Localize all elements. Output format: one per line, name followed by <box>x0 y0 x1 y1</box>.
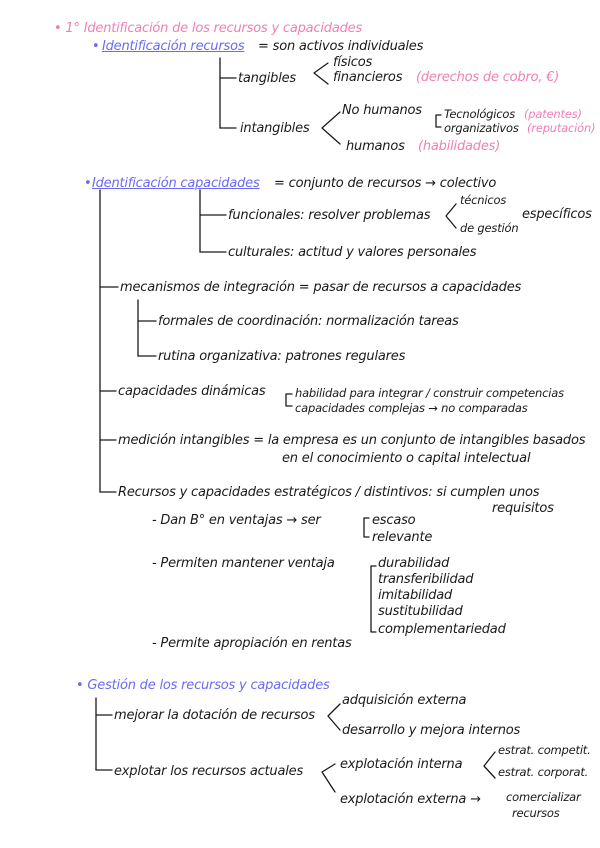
de-gestion-label: de gestión <box>460 221 519 235</box>
capacidades-complejas: capacidades complejas → no comparadas <box>295 401 528 415</box>
intangibles-label: intangibles <box>240 121 310 136</box>
tecnicos-label: técnicos <box>460 193 507 207</box>
culturales-label: culturales: actitud y valores personales <box>228 245 477 260</box>
identificacion-capacidades-definition: = conjunto de recursos → colectivo <box>274 176 497 191</box>
recursos-label: recursos <box>512 806 560 820</box>
section-2-bullet: • <box>84 176 92 191</box>
escaso-label: escaso <box>372 513 416 528</box>
identificacion-capacidades-link: Identificación capacidades <box>92 176 260 191</box>
permite-apropiacion: - Permite apropiación en rentas <box>152 636 352 651</box>
financieros-label: financieros <box>333 70 403 85</box>
organizativos-label: organizativos <box>444 121 519 135</box>
transferibilidad-label: transferibilidad <box>378 572 474 587</box>
section-1-title: • 1° Identificación de los recursos y capacidades <box>54 21 363 36</box>
explotar-recursos: explotar los recursos actuales <box>114 764 304 779</box>
durabilidad-label: durabilidad <box>378 556 450 571</box>
explotacion-interna: explotación interna <box>340 757 463 772</box>
identificacion-recursos-definition: = son activos individuales <box>258 39 424 54</box>
imitabilidad-label: imitabilidad <box>378 588 453 603</box>
identificacion-recursos-link: Identificación recursos <box>102 39 245 54</box>
rutina-organizativa: rutina organizativa: patrones regulares <box>158 349 406 364</box>
tangibles-label: tangibles <box>238 71 297 86</box>
tecnologicos-label: Tecnológicos <box>444 107 516 121</box>
desarrollo-mejora: desarrollo y mejora internos <box>342 723 521 738</box>
explotacion-externa: explotación externa → <box>340 792 481 807</box>
sub-bullet: • <box>92 39 100 54</box>
sustitubilidad-label: sustitubilidad <box>378 604 463 619</box>
medicion-intangibles-line-2: en el conocimiento o capital intelectual <box>282 451 531 466</box>
organizativos-note: (reputación) <box>527 121 596 135</box>
requisitos-label: requisitos <box>492 501 554 516</box>
identificacion-capacidades-heading <box>92 176 260 191</box>
tecnologicos-note: (patentes) <box>524 107 582 121</box>
fisicos-label: físicos <box>333 55 373 70</box>
medicion-intangibles-line-1: medición intangibles = la empresa es un conjunto de intangibles basados <box>118 433 586 448</box>
habilidad-integrar: habilidad para integrar / construir competencias <box>295 386 564 400</box>
adquisicion-externa: adquisición externa <box>342 693 467 708</box>
humanos-note: (habilidades) <box>418 139 501 154</box>
section-3-title: • Gestión de los recursos y capacidades <box>76 678 330 693</box>
relevante-label: relevante <box>372 530 433 545</box>
recursos-estrategicos: Recursos y capacidades estratégicos / distintivos: si cumplen unos <box>118 485 540 500</box>
complementariedad-label: complementariedad <box>378 622 506 637</box>
especificos-label: específicos <box>522 207 592 222</box>
humanos-label: humanos <box>346 139 405 154</box>
permiten-mantener: - Permiten mantener ventaja <box>152 556 335 571</box>
comercializar-label: comercializar <box>506 790 581 804</box>
formales-coordinacion: formales de coordinación: normalización tareas <box>158 314 459 329</box>
estrat-corporat: estrat. corporat. <box>498 765 589 779</box>
financieros-note: (derechos de cobro, €) <box>416 70 560 85</box>
funcionales-label: funcionales: resolver problemas <box>228 208 431 223</box>
estrat-competit: estrat. competit. <box>498 743 591 757</box>
mejorar-dotacion: mejorar la dotación de recursos <box>114 708 315 723</box>
no-humanos-label: No humanos <box>342 103 422 118</box>
dan-beneficio: - Dan B° en ventajas → ser <box>152 513 321 528</box>
mecanismos-integracion: mecanismos de integración = pasar de recursos a capacidades <box>120 280 522 295</box>
capacidades-dinamicas: capacidades dinámicas <box>118 384 266 399</box>
identificacion-recursos-heading <box>102 39 244 54</box>
